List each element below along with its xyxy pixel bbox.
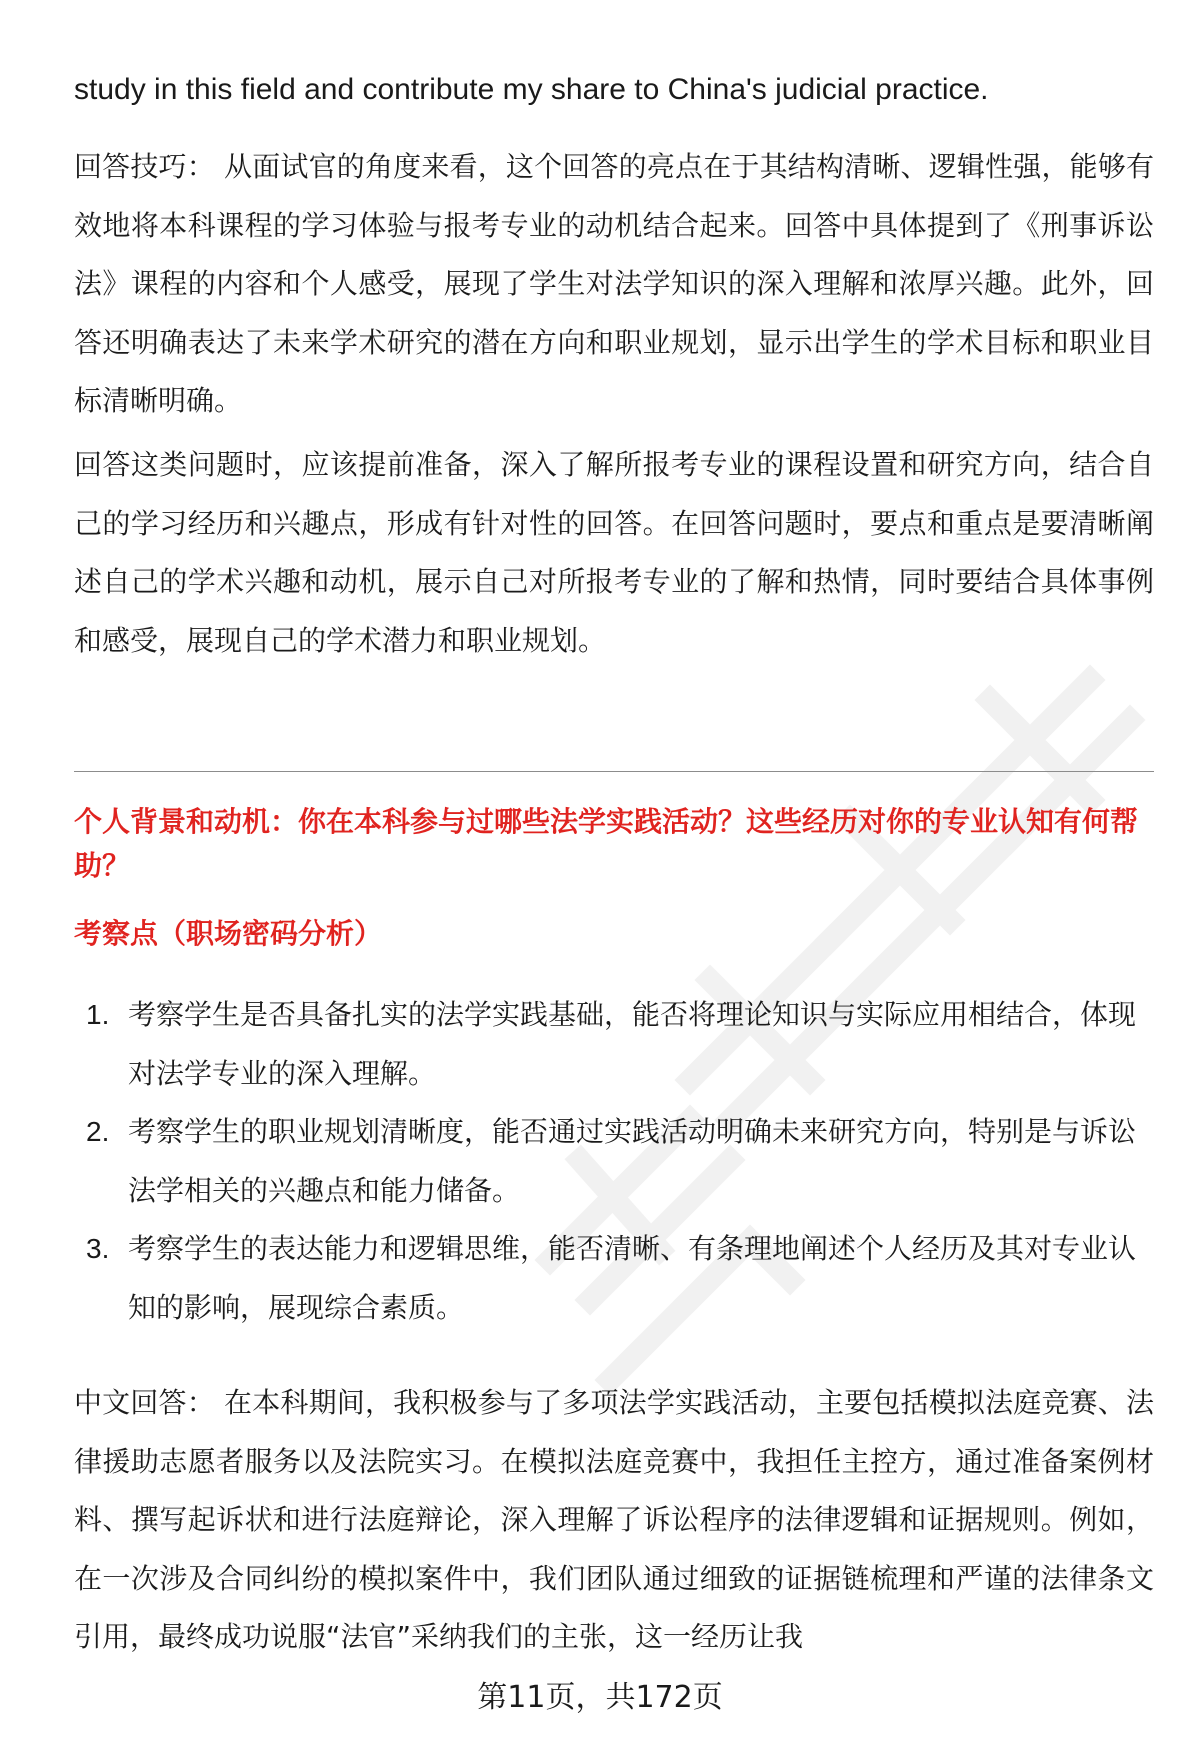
- answer-tip-paragraph: 回答技巧： 从面试官的角度来看，这个回答的亮点在于其结构清晰、逻辑性强，能够有效地将本科课程的学习体验与报考专业的动机结合起来。回答中具体提到了《刑事诉讼法》课程的内容和个人感受，展现了学生对法学知识的深入理解和浓厚兴趣。此外，回答还明确表达了未来学术研究的潜在方向和职业规划，显示出学生的学术目标和职业目标清晰明确。: [74, 150, 1154, 417]
- list-item-text: 考察学生的职业规划清晰度，能否通过实践活动明确未来研究方向，特别是与诉讼法学相关的兴趣点和能力储备。: [128, 1115, 1137, 1207]
- english-continuation-line: study in this field and contribute my share to China's judicial practice.: [74, 73, 989, 106]
- chinese-answer-paragraph: 中文回答： 在本科期间，我积极参与了多项法学实践活动，主要包括模拟法庭竞赛、法律援助志愿者服务以及法院实习。在模拟法庭竞赛中，我担任主控方，通过准备案例材料、撰写起诉状和进行法庭辩论，深入理解了诉讼程序的法律逻辑和证据规则。例如，在一次涉及合同纠纷的模拟案件中，我们团队通过细致的证据链梳理和严谨的法律条文引用，最终成功说服“法官”采纳我们的主张，这一经历让我: [74, 1386, 1154, 1653]
- list-item-text: 考察学生是否具备扎实的法学实践基础，能否将理论知识与实际应用相结合，体现对法学专业的深入理解。: [128, 998, 1137, 1090]
- list-item-text: 考察学生的表达能力和逻辑思维，能否清晰、有条理地阐述个人经历及其对专业认知的影响，展现综合素质。: [128, 1232, 1137, 1324]
- page-number-footer: 第11页，共172页: [477, 1680, 723, 1715]
- exam-points-title: 考察点（职场密码分析）: [74, 917, 383, 950]
- list-item: [74, 1103, 1154, 1220]
- answer-advice-paragraph: 回答这类问题时，应该提前准备，深入了解所报考专业的课程设置和研究方向，结合自己的学习经历和兴趣点，形成有针对性的回答。在回答问题时，要点和重点是要清晰阐述自己的学术兴趣和动机，展示自己对所报考专业的了解和热情，同时要结合具体事例和感受，展现自己的学术潜力和职业规划。: [74, 448, 1154, 657]
- list-item: [74, 986, 1154, 1103]
- exam-points-list: [74, 986, 1154, 1337]
- list-item-number: 2.: [86, 1116, 110, 1147]
- section-divider: [74, 771, 1154, 772]
- list-item-number: 1.: [86, 999, 110, 1030]
- list-item: [74, 1220, 1154, 1337]
- list-item-number: 3.: [86, 1233, 110, 1264]
- question-title: 个人背景和动机：你在本科参与过哪些法学实践活动？这些经历对你的专业认知有何帮助？: [74, 805, 1139, 882]
